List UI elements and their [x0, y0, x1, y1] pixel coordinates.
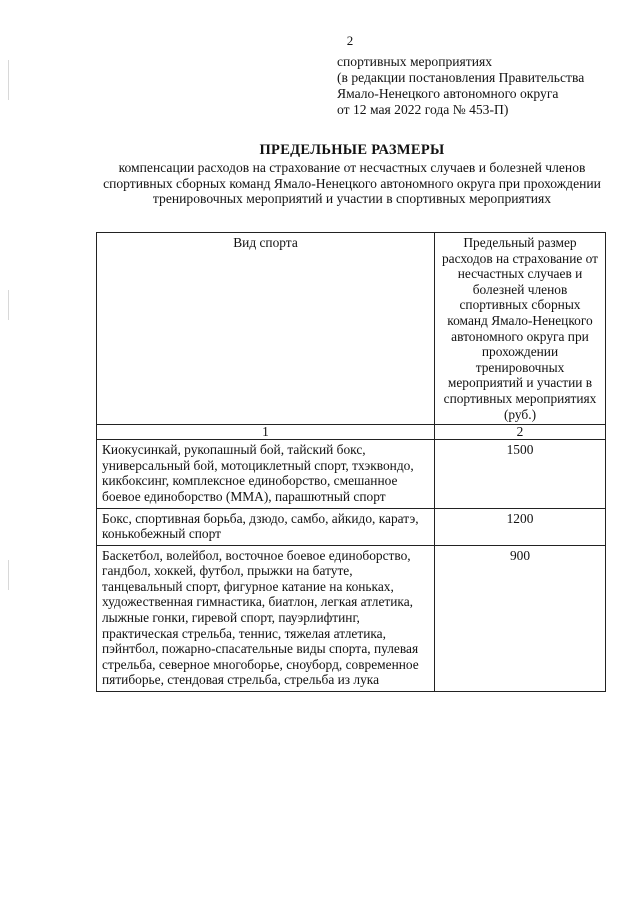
page-number: 2 [346, 33, 354, 48]
compensation-limits-table [96, 232, 606, 692]
scan-margin-line [8, 560, 9, 590]
scan-margin-line [8, 60, 9, 100]
sport-types-cell: Бокс, спортивная борьба, дзюдо, самбо, айкидо, каратэ, конькобежный спорт [97, 508, 435, 545]
table-row [97, 440, 606, 508]
amount-cell: 1500 [435, 440, 606, 508]
document-heading [96, 142, 608, 207]
amendment-note [337, 54, 627, 118]
header-sport-type: Вид спорта [97, 233, 435, 425]
header-max-amount: Предельный размер расходов на страхование от несчастных случаев и болезней членов спортивных сборных команд Ямало-Ненецкого автономного округа при прохождении тренировочных мероприятий и участии в спортивных мероприятиях (руб.) [435, 233, 606, 425]
scan-margin-line [8, 290, 9, 320]
sport-types-cell: Баскетбол, волейбол, восточное боевое единоборство, гандбол, хоккей, футбол, прыжки на батуте, танцевальный спорт, фигурное катание на коньках, художественная гимнастика, биатлон, легкая атлетика, лыжные гонки, гиревой спорт, пауэрлифтинг, практическая стрельба, теннис, тяжелая атлетика, пэйнтбол, пожарно-спасательные виды спорта, пулевая стрельба, северное многоборье, сноуборд, современное пятиборье, стендовая стрельба, стрельба из лука [97, 545, 435, 691]
amendment-line: Ямало-Ненецкого автономного округа [337, 86, 559, 101]
amendment-line: (в редакции постановления Правительства [337, 70, 585, 85]
column-index-row [97, 425, 606, 440]
document-title: ПРЕДЕЛЬНЫЕ РАЗМЕРЫ [259, 142, 445, 158]
amount-cell: 1200 [435, 508, 606, 545]
amount-cell: 900 [435, 545, 606, 691]
amendment-line: от 12 мая 2022 года № 453-П) [337, 102, 509, 117]
amendment-line: спортивных мероприятиях [337, 54, 493, 69]
column-index: 2 [435, 425, 606, 440]
table-row [97, 545, 606, 691]
table-row [97, 508, 606, 545]
sport-types-cell: Киокусинкай, рукопашный бой, тайский бокс, универсальный бой, мотоциклетный спорт, тхэквондо, кикбоксинг, комплексное единоборство, смешанное боевое единоборство (ММА), парашютный спорт [97, 440, 435, 508]
column-index: 1 [97, 425, 435, 440]
document-subtitle: компенсации расходов на страхование от несчастных случаев и болезней членов спортивных сборных команд Ямало-Ненецкого автономного округа при прохождении тренировочных мероприятий и участии в спортивных мероприятиях [103, 160, 601, 206]
table-header-row [97, 233, 606, 425]
